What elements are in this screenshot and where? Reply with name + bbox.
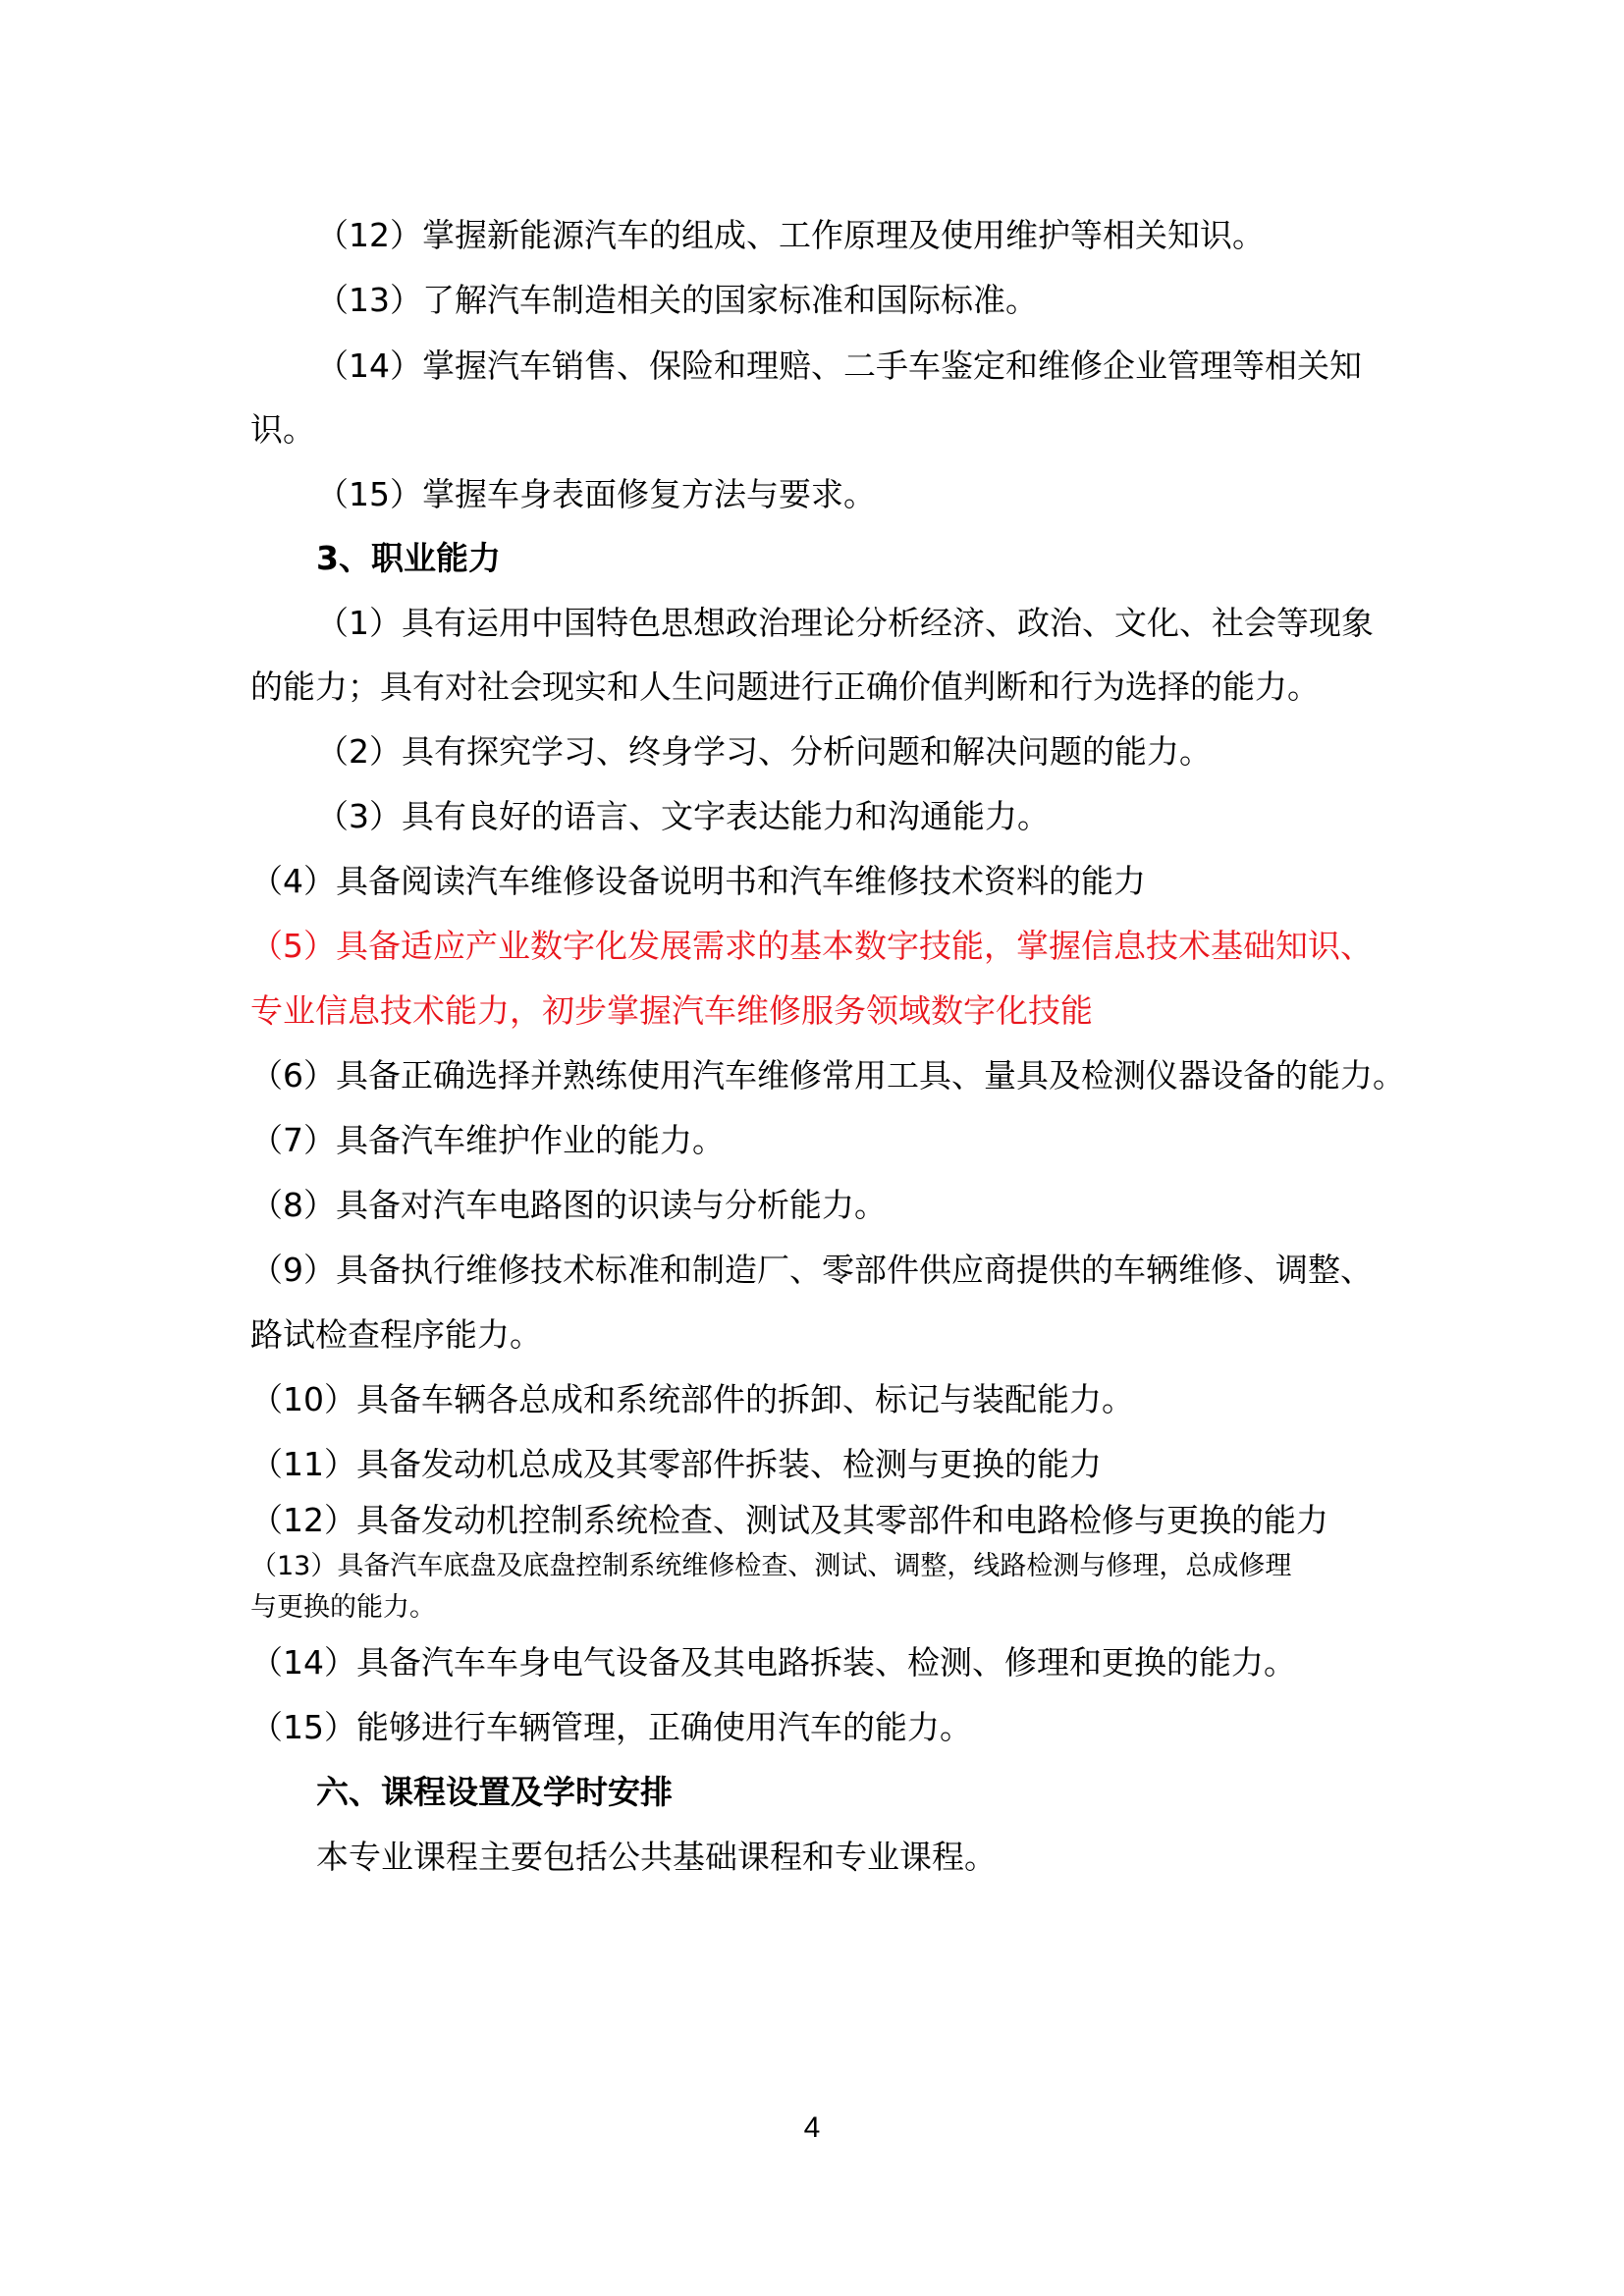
ability-item-10: （10）具备车辆各总成和系统部件的拆卸、标记与装配能力。 [250,1380,1134,1418]
ability-item-13-line1: （13）具备汽车底盘及底盘控制系统维修检查、测试、调整，线路检测与修理，总成修理 [250,1551,1292,1581]
ability-heading: 3、职业能力 [316,539,501,577]
knowledge-item-12: （12）掌握新能源汽车的组成、工作原理及使用维护等相关知识。 [316,216,1265,254]
ability-item-12: （12）具备发动机控制系统检查、测试及其零部件和电路检修与更换的能力 [250,1501,1328,1539]
ability-item-3: （3）具有良好的语言、文字表达能力和沟通能力。 [316,797,1050,835]
ability-item-4: （4）具备阅读汽车维修设备说明书和汽车维修技术资料的能力 [250,862,1146,900]
ability-item-1-line2: 的能力；具有对社会现实和人生问题进行正确价值判断和行为选择的能力。 [250,667,1320,706]
page-number: 4 [803,2111,821,2144]
knowledge-item-14-line2: 识。 [250,410,315,449]
ability-item-15: （15）能够进行车辆管理，正确使用汽车的能力。 [250,1708,972,1746]
ability-item-9-line1: （9）具备执行维修技术标准和制造厂、零部件供应商提供的车辆维修、调整、 [250,1251,1373,1289]
knowledge-item-14-line1: （14）掌握汽车销售、保险和理赔、二手车鉴定和维修企业管理等相关知 [316,347,1362,385]
ability-item-6: （6）具备正确选择并熟练使用汽车维修常用工具、量具及检测仪器设备的能力。 [250,1056,1405,1095]
knowledge-item-13: （13）了解汽车制造相关的国家标准和国际标准。 [316,281,1038,319]
ability-item-9-line2: 路试检查程序能力。 [250,1315,542,1354]
ability-item-1-line1: （1）具有运用中国特色思想政治理论分析经济、政治、文化、社会等现象 [316,604,1374,642]
ability-item-14: （14）具备汽车车身电气设备及其电路拆装、检测、修理和更换的能力。 [250,1643,1296,1682]
knowledge-item-15: （15）掌握车身表面修复方法与要求。 [316,475,876,513]
ability-item-8: （8）具备对汽车电路图的识读与分析能力。 [250,1186,887,1224]
ability-item-5-line2: 专业信息技术能力，初步掌握汽车维修服务领域数字化技能 [250,991,1093,1030]
ability-item-13-line2: 与更换的能力。 [250,1592,436,1623]
ability-item-5-line1: （5）具备适应产业数字化发展需求的基本数字技能，掌握信息技术基础知识、 [250,927,1373,965]
ability-item-7: （7）具备汽车维护作业的能力。 [250,1121,725,1159]
section-6-heading: 六、课程设置及学时安排 [316,1773,673,1811]
ability-item-2: （2）具有探究学习、终身学习、分析问题和解决问题的能力。 [316,732,1212,771]
ability-item-11: （11）具备发动机总成及其零部件拆装、检测与更换的能力 [250,1445,1102,1483]
section-6-intro: 本专业课程主要包括公共基础课程和专业课程。 [316,1838,997,1876]
